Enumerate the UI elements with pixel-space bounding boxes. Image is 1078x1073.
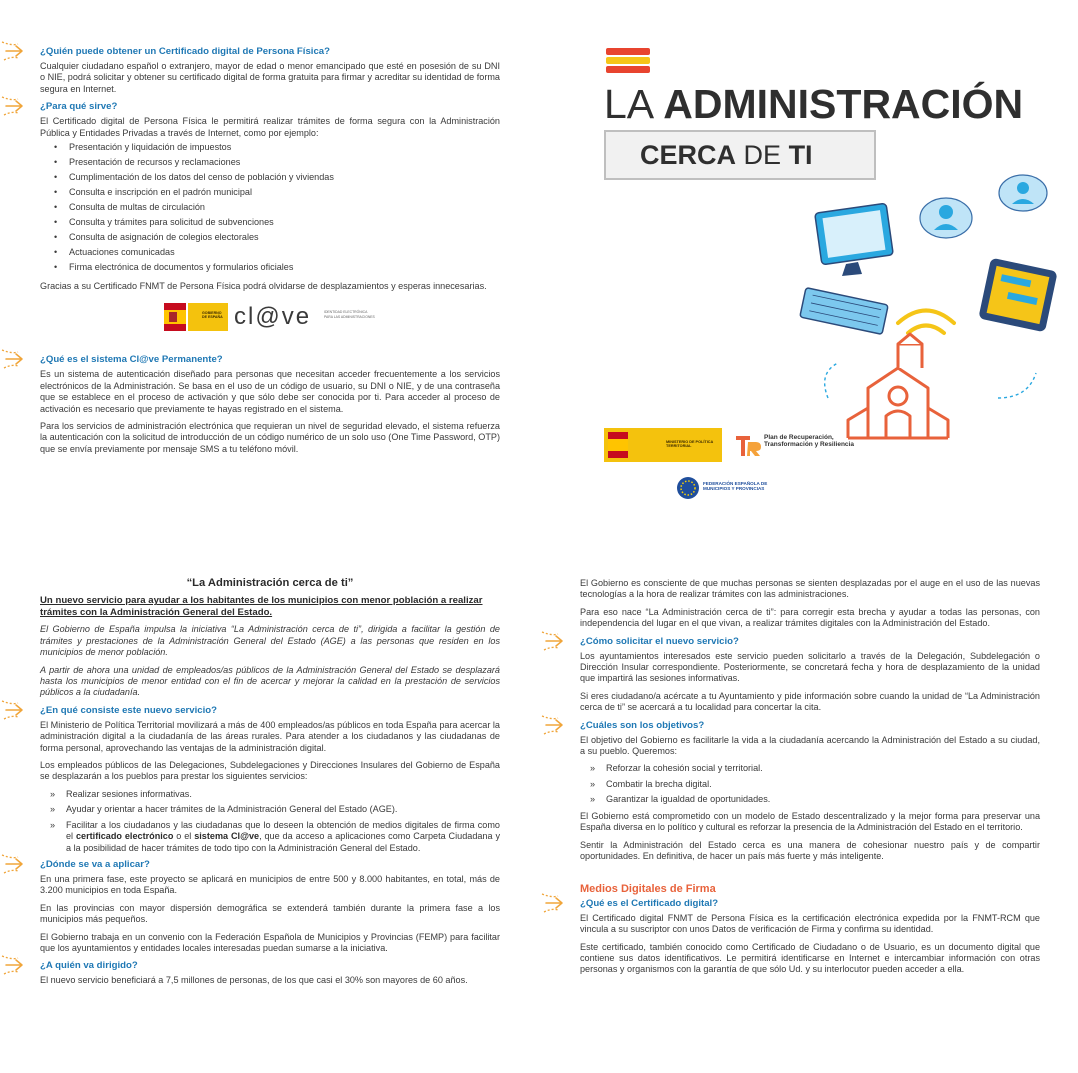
- title-light: LA: [604, 81, 652, 127]
- arrow-icon: [0, 38, 36, 64]
- list-item: • Consulta y trámites para solicitud de subvenciones: [60, 215, 500, 230]
- heading-como-solicitar: [580, 636, 1040, 648]
- list-item: • Consulta de asignación de colegios electorales: [60, 230, 500, 245]
- list-item: • Consulta de multas de circulación: [60, 200, 500, 215]
- paragraph: El Gobierno está comprometido con un modelo de Estado descentralizado y la mejor forma para preservar una España diversa en lo político y cultural es reforzar la presencia de la Administración del Estado en el territorio.: [580, 810, 1040, 833]
- section-heading-medios-digitales: Medios Digitales de Firma: [580, 883, 716, 896]
- arrow-icon: [0, 851, 36, 877]
- paragraph: El objetivo del Gobierno es facilitarle la vida a la ciudadanía acercando la Administración del Estado a su ciudad, a su pueblo. Queremos:: [580, 734, 1040, 757]
- gobierno-logo-text: GOBIERNO DE ESPAÑA: [202, 311, 223, 320]
- paragraph: Los ayuntamientos interesados este servicio pueden solicitarlo a través de la Delegación, Subdelegación o Dirección Insular correspondiente. Posteriormente, se concretará fecha y hora de desplazamiento de la unidad que impartirá las sesiones informativas.: [580, 650, 1040, 684]
- list-item: • Cumplimentación de los datos del censo de población y viviendas: [60, 170, 500, 185]
- wifi-icon: [898, 311, 954, 334]
- list-item: » Combatir la brecha digital.: [590, 779, 1040, 790]
- tablet-icon: [978, 258, 1057, 333]
- bottom-left-panel: [40, 578, 500, 993]
- heading-para-que-sirve: [40, 101, 500, 113]
- arrow-icon: [540, 890, 576, 916]
- heading-en-que-consiste: [40, 705, 500, 717]
- paragraph: Para los servicios de administración electrónica que requieran un nivel de seguridad elevado, el sistema refuerza la autenticación con la solicitud de introducción de un código numérico de un solo uso (One Time Password, OTP) que se envía previamente por mensaje SMS a tu teléfono móvil.: [40, 421, 500, 454]
- town-hall-icon: [848, 334, 948, 438]
- subtitle-bold: CERCA: [640, 140, 737, 170]
- goals-list: [590, 763, 1040, 805]
- heading-quien-puede: [40, 46, 500, 58]
- arrow-icon: [0, 697, 36, 723]
- paragraph: El Ministerio de Política Territorial movilizará a más de 400 empleados/as públicos en toda España para acercar la administración digital a la ciudadanía de las áreas rurales. Para atender a los ciudadanos y las ciudadanas de forma personal, aprovechando las ventajas de la administración digital.: [40, 719, 500, 753]
- paragraph: El Gobierno es consciente de que muchas personas se sienten desplazadas por el auge en el uso de las nuevas tecnologías a la hora de realizar trámites con las administraciones.: [580, 578, 1040, 600]
- heading-text: ¿Cómo solicitar el nuevo servicio?: [580, 635, 739, 647]
- plan-logo-text: Plan de Recuperación, Transformación y Resiliencia: [764, 434, 854, 449]
- cover-panel: [560, 30, 1060, 520]
- heading-text: ¿Para qué sirve?: [40, 101, 118, 113]
- section-subtitle: Un nuevo servicio para ayudar a los habitantes de los municipios con menor población a realizar trámites con la Administración General del Estado.: [40, 595, 483, 619]
- section-title: “La Administración cerca de ti”: [186, 577, 354, 589]
- list-item: » Facilitar a los ciudadanos y las ciudadanas que lo deseen la obtención de medios digitales de firma como el certificado electrónico o el sistema Cl@ve, que da acceso a aplicaciones como Carpeta Ciudadana y a la posibilidad de hacer trámites de todo tipo con la Administración General del Estado.: [50, 820, 500, 854]
- paragraph: Para eso nace “La Administración cerca de ti”: para corregir esta brecha y ayudar a todas las personas, con independencia del lugar en el que vivan, a realizar trámites digitales con la Administración del Estado.: [580, 606, 1040, 629]
- paragraph: Si eres ciudadano/a acércate a tu Ayuntamiento y pide información sobre cuando la unidad de “La Administración cerca de ti” se acercará a tu localidad para concertar la cita.: [580, 690, 1040, 713]
- heading-text: ¿En qué consiste este nuevo servicio?: [40, 704, 218, 716]
- heading-text: ¿Quién puede obtener un Certificado digital de Persona Física?: [40, 46, 330, 57]
- list-item: • Actuaciones comunicadas: [60, 245, 500, 260]
- heading-donde-se-aplica: [40, 859, 500, 871]
- heading-a-quien-va-dirigido: [40, 960, 500, 972]
- paragraph: Gracias a su Certificado FNMT de Persona Física podrá olvidarse de desplazamientos y esperas innecesarias.: [40, 281, 487, 292]
- clave-logo-caption: IDENTIDAD ELECTRÓNICA PARA LAS ADMINISTRACIONES: [324, 310, 375, 319]
- clave-logo-text: cl@ve: [234, 303, 312, 331]
- paragraph: El Gobierno de España impulsa la iniciativa “La Administración cerca de ti”, dirigida a facilitar la gestión de trámites y prestaciones de la Administración General del Estado (AGE) a las personas que residen en los municipios de menor población.: [40, 624, 500, 658]
- services-list: [50, 789, 500, 854]
- arrow-icon: [540, 628, 576, 654]
- heading-text: ¿Dónde se va a aplicar?: [40, 858, 150, 870]
- arrow-icon: [540, 712, 576, 738]
- cover-title: [604, 80, 1023, 128]
- plan-recuperacion-logo: [734, 432, 762, 458]
- cover-logos: [604, 428, 864, 508]
- list-item: • Consulta e inscripción en el padrón municipal: [60, 185, 500, 200]
- flag-stripes: [606, 48, 650, 73]
- heading-text: ¿Cuáles son los objetivos?: [580, 719, 705, 731]
- uses-list: [60, 140, 500, 275]
- list-item: » Ayudar y orientar a hacer trámites de la Administración General del Estado (AGE).: [50, 804, 500, 815]
- paragraph: El Certificado digital FNMT de Persona Física es la certificación electrónica expedida por la FNMT-RCM que vincula a su suscriptor con unos Datos de verificación de Firma y confirma su identidad.: [580, 912, 1040, 935]
- heading-clave-permanente: [40, 354, 500, 366]
- ministerio-logo-text: MINISTERIO DE POLÍTICA TERRITORIAL: [666, 440, 714, 449]
- femp-logo-text: FEDERACIÓN ESPAÑOLA DE MUNICIPIOS Y PROVINCIAS: [703, 481, 768, 492]
- paragraph: El nuevo servicio beneficiará a 7,5 millones de personas, de los que casi el 30% son mayores de 60 años.: [40, 975, 468, 986]
- subtitle-end: TI: [788, 140, 813, 170]
- heading-objetivos: [580, 720, 1040, 732]
- arrow-icon: [0, 346, 36, 372]
- list-item: • Presentación y liquidación de impuestos: [60, 140, 500, 155]
- paragraph: El Certificado digital de Persona Física le permitirá realizar trámites de forma segura con la Administración Pública y Entidades Privadas a través de Internet, como por ejemplo:: [40, 116, 500, 138]
- paragraph: El Gobierno trabaja en un convenio con la Federación Española de Municipios y Provincias (FEMP) para facilitar que los ayuntamientos y entidades locales interesadas puedan sumarse a la iniciativa.: [40, 931, 500, 953]
- heading-text: ¿Qué es el sistema Cl@ve Permanente?: [40, 354, 223, 366]
- cloud-avatar-icon: [999, 175, 1047, 211]
- list-item: » Realizar sesiones informativas.: [50, 789, 500, 800]
- arrow-icon: [0, 93, 36, 119]
- list-item: • Presentación de recursos y reclamaciones: [60, 155, 500, 170]
- top-left-panel: [40, 44, 500, 461]
- paragraph: En las provincias con mayor dispersión demográfica se extenderá también durante la primera fase a los municipios más pequeños.: [40, 902, 500, 925]
- heading-text: ¿A quién va dirigido?: [40, 960, 138, 972]
- list-item: » Reforzar la cohesión social y territorial.: [590, 763, 1040, 774]
- femp-logo: [676, 476, 700, 500]
- monitor-icon: [815, 203, 894, 276]
- clave-logos: [164, 302, 500, 336]
- heading-certificado-digital: [580, 898, 1040, 910]
- paragraph: Es un sistema de autenticación diseñado para personas que necesitan acceder frecuentemente a los servicios electrónicos de la Administración. Se basa en el uso de un código de usuario, su DNI o NIE, y de una contraseña que se establece en el proceso de activación y que sólo debe ser conocida por ti. Para acceder al proceso de activación es necesario que previamente te hayas registrado en el sistema.: [40, 369, 500, 414]
- paragraph: En una primera fase, este proyecto se aplicará en municipios de entre 500 y 8.000 habitantes, en total, más de 3.200 municipios en toda España.: [40, 873, 500, 896]
- title-bold: ADMINISTRACIÓN: [663, 81, 1024, 127]
- list-item: • Firma electrónica de documentos y formularios oficiales: [60, 260, 500, 275]
- paragraph: Los empleados públicos de las Delegaciones, Subdelegaciones y Direcciones Insulares del Gobierno de España se desplazarán a los pueblos para prestar los siguientes servicios:: [40, 760, 500, 782]
- paragraph: A partir de ahora una unidad de empleados/as públicos de la Administración General del Estado se desplazará hasta los municipios de menor entidad con el fin de acercar y mejorar la calidad en la prestación de servicios públicos a la ciudadanía.: [40, 664, 500, 698]
- list-item: » Garantizar la igualdad de oportunidades.: [590, 794, 1040, 805]
- paragraph: Cualquier ciudadano español o extranjero, mayor de edad o menor emancipado que esté en posesión de su DNI o NIE, podrá solicitar y obtener su certificado digital de forma gratuita para firmar y acreditar su identidad de forma segura en Internet.: [40, 61, 500, 94]
- bottom-right-panel: [580, 578, 1040, 982]
- keyboard-icon: [800, 288, 888, 335]
- cloud-avatar-icon: [920, 198, 972, 238]
- subtitle-light: DE: [743, 140, 782, 170]
- paragraph: Sentir la Administración del Estado cerca es una manera de cohesionar nuestro país y de compartir oportunidades. En definitiva, de hacer un país más fuerte y más inteligente.: [580, 839, 1040, 861]
- heading-text: ¿Qué es el Certificado digital?: [580, 897, 719, 909]
- arrow-icon: [0, 952, 36, 978]
- paragraph: Este certificado, también conocido como Certificado de Ciudadano o de Usuario, es un documento digital que contiene sus datos identificativos. Le permitirá identificarse en Internet e intercambiar información con otras personas y organismos con la garantía de que sólo Ud. y su interlocutor pueden acceder a ella.: [580, 941, 1040, 975]
